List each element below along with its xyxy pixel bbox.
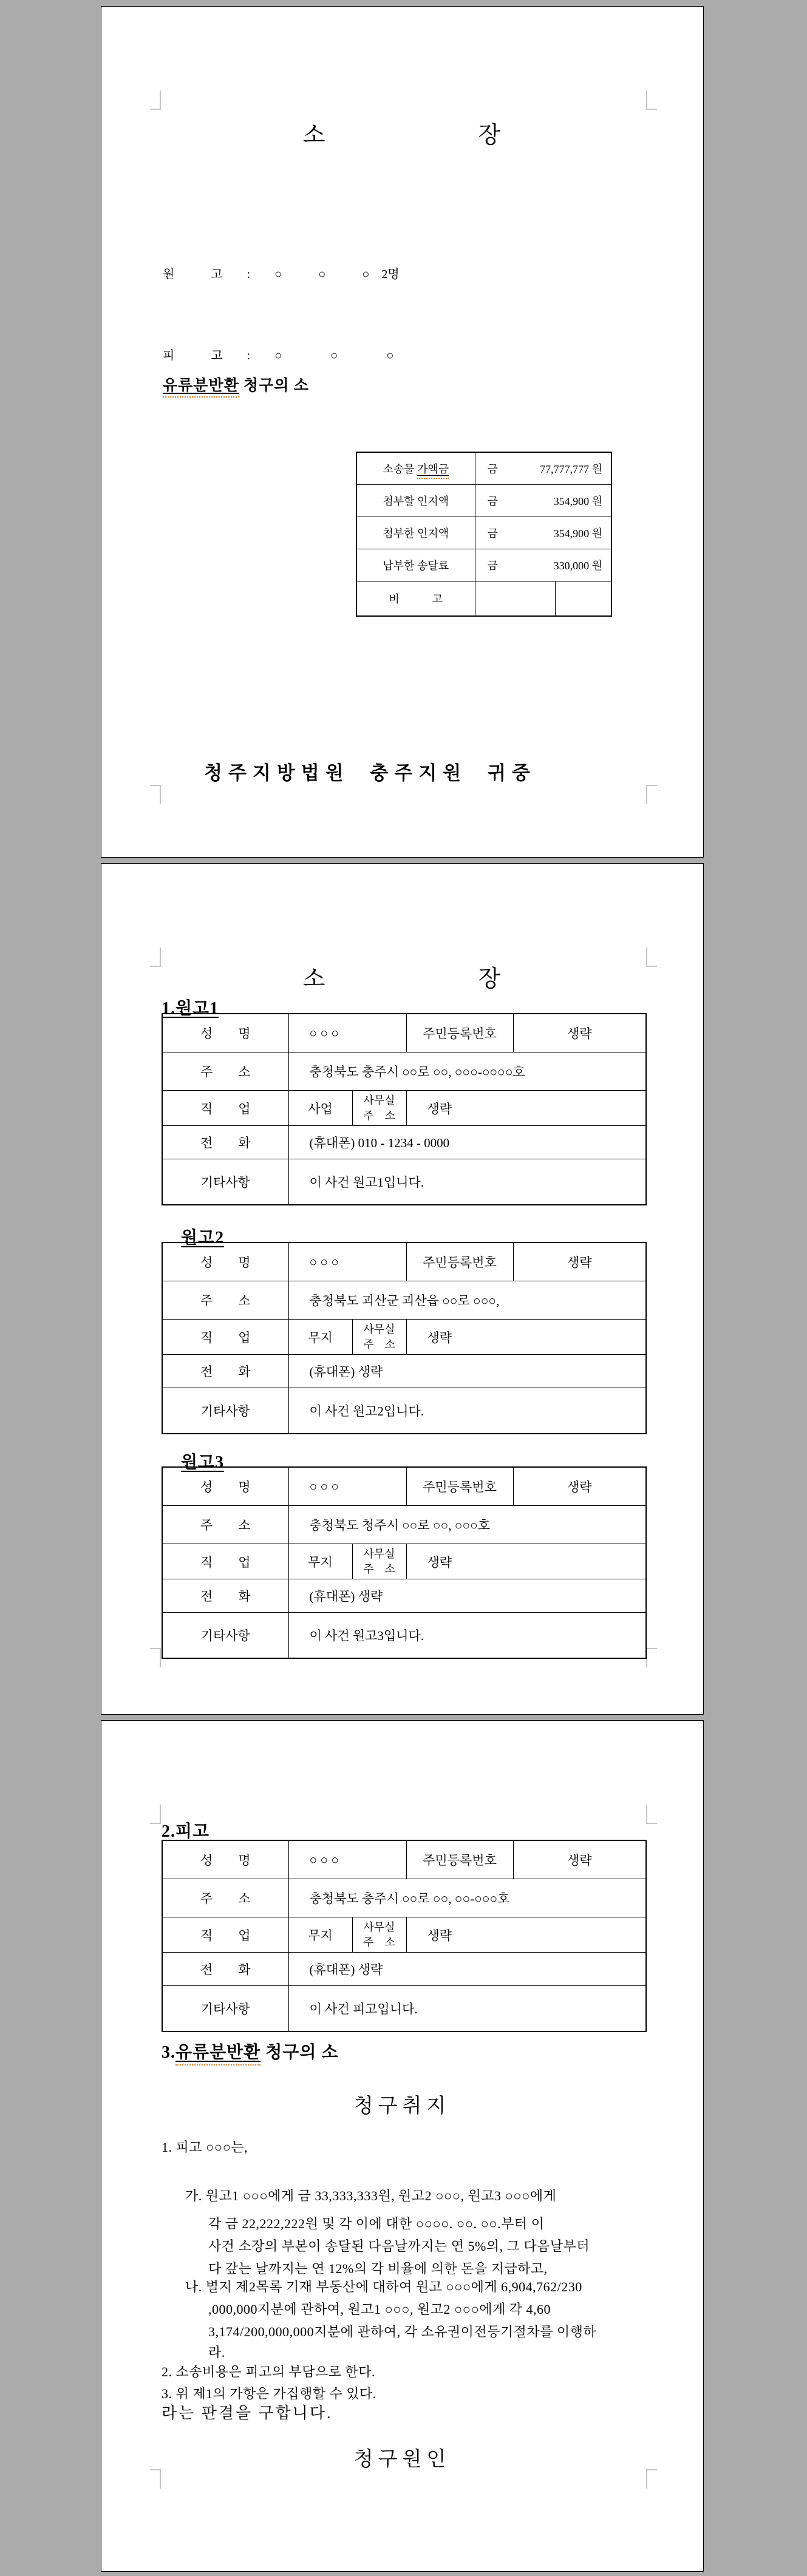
spellcheck-squiggle [417, 463, 449, 479]
name-value: ○ ○ ○ [288, 1840, 406, 1879]
row-label: 직 업 [162, 1917, 288, 1953]
purport-line: 나. 별지 제2목록 기재 부동산에 대하여 원고 ○○○에게 6,904,762/230 [185, 2279, 582, 2294]
row-label: 주 소 [162, 1052, 288, 1091]
fee-value [475, 517, 611, 549]
row-label: 주 소 [162, 1281, 288, 1320]
row-label: 전 화 [162, 1953, 288, 1986]
document-page-3 [101, 1720, 704, 2572]
table-row [162, 1986, 646, 2032]
row-label: 직 업 [162, 1091, 288, 1126]
margin-mark-icon [646, 785, 657, 804]
table-row [162, 1355, 646, 1388]
table-row [162, 1579, 646, 1613]
office-address-label [352, 1544, 406, 1579]
margin-mark-icon [150, 785, 161, 804]
phone-value: (휴대폰) 생략 [288, 1579, 646, 1613]
table-row [162, 1052, 646, 1091]
cause-title: 청구원인 [353, 2449, 451, 2470]
table-row [162, 1917, 646, 1953]
row-label: 전 화 [162, 1579, 288, 1613]
jumin-value: 생략 [513, 1467, 646, 1506]
table-row [162, 1879, 646, 1917]
case-title [163, 373, 309, 395]
document-page-1 [101, 6, 704, 858]
table-row [162, 1014, 646, 1052]
fee-label [356, 452, 475, 485]
office-label-line1: 사무실 [363, 1323, 395, 1336]
office-label-line2: 주 소 [363, 1109, 395, 1122]
fee-value [475, 485, 611, 517]
jumin-label: 주민등록번호 [406, 1840, 513, 1879]
plaintiff-line: 원 고 : ○ ○ ○ 2명 [163, 268, 400, 281]
table-row [356, 517, 611, 549]
defendant-table [162, 1840, 647, 2032]
job-value: 무지 [288, 1544, 352, 1579]
fee-value [475, 452, 611, 485]
document-page-2 [101, 863, 704, 1715]
row-label: 주 소 [162, 1506, 288, 1544]
table-row [162, 1467, 646, 1506]
heading-underlined: 유류분반환 [175, 2043, 261, 2062]
row-label: 전 화 [162, 1126, 288, 1159]
heading-text: 1.원고1 [162, 999, 219, 1018]
purport-line: ,000,000지분에 관하여, 원고1 ○○○, 원고2 ○○○에게 각 4,60 [208, 2302, 551, 2317]
title-char: 장 [478, 966, 502, 992]
margin-mark-icon [150, 1805, 161, 1824]
title-char: 장 [478, 123, 502, 148]
row-label: 직 업 [162, 1320, 288, 1355]
purport-line: 3,174/200,000,000지분에 관하여, 각 소유권이전등기절차를 이행하 [208, 2324, 597, 2339]
row-label: 기타사항 [162, 1159, 288, 1205]
fee-label: 비 고 [356, 581, 475, 617]
plaintiff2-table [162, 1242, 647, 1434]
table-row [162, 1953, 646, 1986]
jumin-label: 주민등록번호 [406, 1242, 513, 1281]
address-value: 충청북도 충주시 ○○로 ○○, ○○-○○○호 [288, 1879, 646, 1917]
etc-value: 이 사건 피고입니다. [288, 1986, 646, 2032]
heading-rest: 청구의 소 [260, 2043, 339, 2062]
margin-mark-icon [646, 1805, 657, 1824]
phone-value: (휴대폰) 010 - 1234 - 0000 [288, 1126, 646, 1159]
closing-line: 라는 판결을 구합니다. [162, 2404, 333, 2422]
currency-prefix: 금 [487, 495, 498, 507]
row-label: 주 소 [162, 1879, 288, 1917]
office-label-line1: 사무실 [363, 1921, 395, 1934]
office-label-line2: 주 소 [363, 1338, 395, 1351]
jumin-label: 주민등록번호 [406, 1467, 513, 1506]
etc-value: 이 사건 원고3입니다. [288, 1613, 646, 1659]
currency-prefix: 금 [487, 463, 498, 475]
purport-title: 청구취지 [353, 2095, 451, 2117]
office-label-line2: 주 소 [363, 1936, 395, 1948]
amount: 354,900 원 [553, 527, 602, 540]
purport-line: 사건 소장의 부본이 송달된 다음날까지는 연 5%의, 그 다음날부터 [208, 2239, 590, 2254]
fee-value [475, 549, 611, 581]
office-value: 생략 [406, 1091, 646, 1126]
currency-prefix: 금 [487, 560, 498, 572]
phone-value: (휴대폰) 생략 [288, 1953, 646, 1986]
purport-line: 다 갚는 날까지는 연 12%의 각 비율에 의한 돈을 지급하고, [208, 2261, 548, 2276]
amount: 354,900 원 [553, 495, 602, 507]
fee-note-cell [555, 581, 611, 617]
jumin-value: 생략 [513, 1840, 646, 1879]
margin-mark-icon [646, 2469, 657, 2489]
row-label: 기타사항 [162, 1388, 288, 1434]
heading-number: 3. [162, 2043, 175, 2062]
row-label: 성 명 [162, 1014, 288, 1052]
heading-text: 원고2 [181, 1229, 225, 1247]
amount: 77,777,777 원 [540, 463, 602, 475]
job-value: 사업 [288, 1091, 352, 1126]
name-value: ○ ○ ○ [288, 1467, 406, 1506]
office-address-label [352, 1320, 406, 1355]
etc-value: 이 사건 원고2입니다. [288, 1388, 646, 1434]
office-label-line2: 주 소 [363, 1562, 395, 1575]
row-label: 성 명 [162, 1840, 288, 1879]
page-title [101, 960, 703, 993]
table-row [162, 1159, 646, 1205]
spellcheck-squiggle [175, 2043, 260, 2066]
table-row [162, 1281, 646, 1320]
office-address-label [352, 1917, 406, 1953]
office-value: 생략 [406, 1544, 646, 1579]
row-label: 성 명 [162, 1467, 288, 1506]
plaintiff3-table [162, 1466, 647, 1659]
job-value: 무지 [288, 1320, 352, 1355]
table-row [162, 1840, 646, 1879]
purport-line: 각 금 22,222,222원 및 각 이에 대한 ○○○○. ○○. ○○.부터 이 [208, 2216, 545, 2231]
table-row [162, 1613, 646, 1659]
row-label: 직 업 [162, 1544, 288, 1579]
jumin-value: 생략 [513, 1242, 646, 1281]
purport-line: 라. [208, 2345, 225, 2360]
row-label: 기타사항 [162, 1986, 288, 2032]
purport-line: 2. 소송비용은 피고의 부담으로 한다. [162, 2364, 376, 2379]
defendant-line: 피 고 : ○ ○ ○ [163, 349, 394, 362]
fee-note-cell [475, 581, 555, 617]
address-value: 충청북도 청주시 ○○로 ○○, ○○○호 [288, 1506, 646, 1544]
table-row [162, 1126, 646, 1159]
case-title-rest: 청구의 소 [239, 378, 309, 394]
table-row [356, 452, 611, 485]
table-row [162, 1242, 646, 1281]
table-row [162, 1388, 646, 1434]
fee-table [356, 452, 612, 617]
purport-line: 1. 피고 ○○○는, [162, 2140, 248, 2155]
jumin-value: 생략 [513, 1014, 646, 1052]
table-row [162, 1506, 646, 1544]
row-label: 성 명 [162, 1242, 288, 1281]
purport-line: 3. 위 제1의 가항은 가집행할 수 있다. [162, 2386, 376, 2401]
job-value: 무지 [288, 1917, 352, 1953]
margin-mark-icon [646, 90, 657, 110]
name-value: ○ ○ ○ [288, 1014, 406, 1052]
currency-prefix: 금 [487, 527, 498, 540]
office-label-line1: 사무실 [363, 1548, 395, 1561]
row-label: 전 화 [162, 1355, 288, 1388]
spellcheck-squiggle [163, 378, 239, 398]
page-title [101, 116, 703, 149]
court-address-line: 청주지방법원 충주지원 귀중 [204, 762, 536, 784]
office-address-label [352, 1091, 406, 1126]
table-row [356, 549, 611, 581]
name-value: ○ ○ ○ [288, 1242, 406, 1281]
margin-mark-icon [150, 90, 161, 110]
etc-value: 이 사건 원고1입니다. [288, 1159, 646, 1205]
table-row [356, 581, 611, 617]
address-value: 충청북도 충주시 ○○로 ○○, ○○○-○○○○호 [288, 1052, 646, 1091]
row-label: 기타사항 [162, 1613, 288, 1659]
margin-mark-icon [150, 1648, 161, 1667]
fee-label-text: 소송물 [383, 463, 417, 475]
section-heading-claim [162, 2039, 338, 2063]
fee-label: 첨부할 인지액 [356, 485, 475, 517]
heading-text: 원고3 [181, 1453, 225, 1472]
margin-mark-icon [150, 2469, 161, 2489]
fee-label: 첨부한 인지액 [356, 517, 475, 549]
title-char: 소 [302, 123, 327, 148]
table-row [162, 1320, 646, 1355]
office-value: 생략 [406, 1917, 646, 1953]
section-heading-defendant [162, 1818, 209, 1842]
office-label-line1: 사무실 [363, 1094, 395, 1107]
fee-label: 납부한 송달료 [356, 549, 475, 581]
office-value: 생략 [406, 1320, 646, 1355]
table-row [162, 1091, 646, 1126]
purport-line: 가. 원고1 ○○○에게 금 33,333,333원, 원고2 ○○○, 원고3 ○○○에게 [185, 2188, 557, 2203]
jumin-label: 주민등록번호 [406, 1014, 513, 1052]
table-row [162, 1544, 646, 1579]
heading-text: 2.피고 [162, 1822, 210, 1841]
plaintiff1-table [162, 1013, 647, 1205]
amount: 330,000 원 [553, 560, 602, 572]
address-value: 충청북도 괴산군 괴산읍 ○○로 ○○○, [288, 1281, 646, 1320]
case-title-underlined: 유류분반환 [163, 378, 239, 394]
margin-mark-icon [646, 1648, 657, 1667]
phone-value: (휴대폰) 생략 [288, 1355, 646, 1388]
fee-label-squiggled: 가액금 [417, 463, 449, 475]
title-char: 소 [302, 966, 327, 992]
table-row [356, 485, 611, 517]
